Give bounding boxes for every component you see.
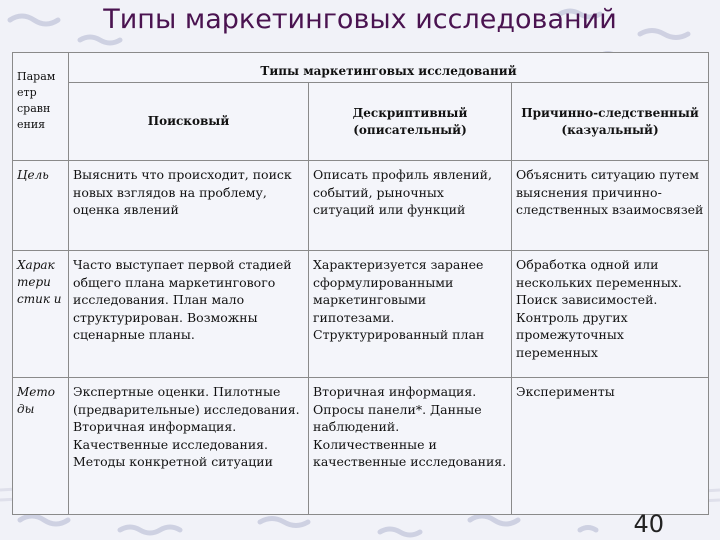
table-cell: Выяснить что происходит, поиск новых взглядов на проблему, оценка явлений	[69, 161, 309, 251]
param-column-header: Парам етр сравн ения	[13, 53, 69, 161]
research-types-table	[12, 52, 709, 515]
table-cell: Часто выступает первой стадией общего плана маркетингового исследования. План мало структурирован. Возможны сценарные планы.	[69, 251, 309, 378]
type-header-descriptive: Дескриптивный (описательный)	[309, 83, 512, 161]
table-cell: Вторичная информация. Опросы панели*. Данные наблюдений. Количественные и качественные исследования.	[309, 378, 512, 515]
type-header-exploratory: Поисковый	[69, 83, 309, 161]
page-number: 40	[633, 510, 664, 538]
table-subheader-row	[13, 83, 709, 161]
table-cell: Объяснить ситуацию путем выяснения причинно-следственных взаимосвязей	[512, 161, 709, 251]
table-cell: Эксперименты	[512, 378, 709, 515]
table-cell: Экспертные оценки. Пилотные (предварительные) исследования. Вторичная информация. Качественные исследования. Методы конкретной ситуации	[69, 378, 309, 515]
table-cell: Обработка одной или нескольких переменных. Поиск зависимостей. Контроль других промежуточных переменных	[512, 251, 709, 378]
row-param-methods: Мето ды	[13, 378, 69, 515]
row-param-goal: Цель	[13, 161, 69, 251]
table-row	[13, 378, 709, 515]
page-title: Типы маркетинговых исследований	[103, 4, 617, 35]
table-row	[13, 251, 709, 378]
type-header-causal: Причинно-следственный (казуальный)	[512, 83, 709, 161]
comparison-table-container	[12, 52, 708, 515]
table-row	[13, 161, 709, 251]
row-param-characteristics: Харак тери стик и	[13, 251, 69, 378]
table-cell: Описать профиль явлений, событий, рыночных ситуаций или функций	[309, 161, 512, 251]
types-group-header: Типы маркетинговых исследований	[69, 53, 709, 83]
table-cell: Характеризуется заранее сформулированными маркетинговыми гипотезами. Структурированный план	[309, 251, 512, 378]
table-header-row	[13, 53, 709, 83]
